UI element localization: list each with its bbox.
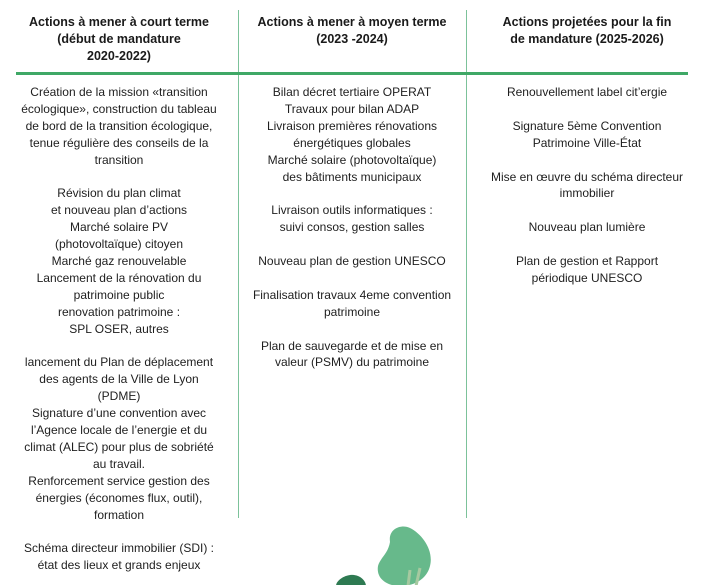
column-divider-2 bbox=[466, 10, 467, 518]
mid-term-item: Livraison outils informatiques : suivi consos, gestion salles bbox=[271, 203, 433, 235]
short-term-column bbox=[10, 84, 228, 574]
short-term-item: Schéma directeur immobilier (SDI) : état des lieux et grands enjeux bbox=[23, 541, 215, 573]
header-short-term: Actions à mener à court terme (début de mandature 2020-2022) bbox=[29, 15, 209, 63]
leaf-light-shape bbox=[378, 527, 431, 585]
header-rule bbox=[16, 72, 688, 75]
header-end-term: Actions projetées pour la fin de mandature (2025-2026) bbox=[502, 15, 672, 46]
mid-term-item: Plan de sauvegarde et de mise en valeur (PSMV) du patrimoine bbox=[260, 338, 444, 370]
end-term-item: Plan de gestion et Rapport périodique UNESCO bbox=[515, 254, 659, 285]
column-divider-1 bbox=[238, 10, 239, 518]
end-term-item: Nouveau plan lumière bbox=[528, 220, 646, 235]
mid-term-column bbox=[244, 84, 460, 371]
short-term-item: Révision du plan climat et nouveau plan d’actions Marché solaire PV (photovoltaïque) citoyen Marché gaz renouvelable Lancement de la rénovation du patrimoine public renovation patrimoine : SPL OSER, autres bbox=[36, 186, 202, 336]
end-term-column bbox=[474, 84, 700, 287]
short-term-item: Création de la mission «transition écologique», construction du tableau de bord de la transition écologique, tenue régulière des conseils de la transition bbox=[21, 85, 217, 167]
end-term-item: Renouvellement label cit’ergie bbox=[506, 85, 668, 99]
header-mid-term: Actions à mener à moyen terme (2023 -2024) bbox=[257, 15, 447, 46]
leaf-decoration-icon bbox=[330, 520, 470, 585]
end-term-item: Signature 5ème Convention Patrimoine Ville-État bbox=[512, 118, 662, 150]
short-term-item: lancement du Plan de déplacement des agents de la Ville de Lyon (PDME) Signature d’une convention avec l’Agence locale de l’energie et du climat (ALEC) pour plus de sobriété au travail. Renforcement service gestion des énergies (économes flux, outil), formation bbox=[24, 355, 214, 522]
leaf-dark-shape bbox=[336, 575, 366, 585]
mid-term-item: Finalisation travaux 4eme convention patrimoine bbox=[252, 287, 452, 319]
mid-term-item: Bilan décret tertiaire OPERAT Travaux pour bilan ADAP Livraison premières rénovations énergétiques globales Marché solaire (photovoltaïque) des bâtiments municipaux bbox=[266, 85, 438, 184]
end-term-item: Mise en œuvre du schéma directeur immobilier bbox=[490, 169, 684, 201]
mid-term-item: Nouveau plan de gestion UNESCO bbox=[258, 254, 446, 269]
